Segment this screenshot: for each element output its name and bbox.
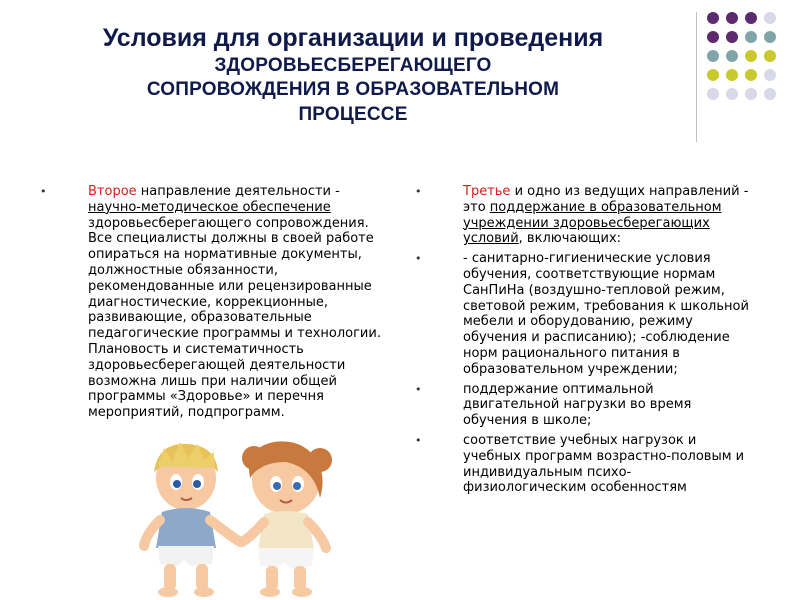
title-line-2: ЗДОРОВЬЕСБЕРЕГАЮЩЕГО: [214, 55, 492, 76]
decor-dot: [745, 88, 757, 100]
underlined-text: научно-методическое обеспечение: [88, 199, 331, 215]
list-item-text: соответствие учебных нагрузок и учебных программ возрастно-половым и индивидуальным психо-физиологическим особенностям: [463, 432, 745, 496]
decor-dot: [764, 31, 776, 43]
decor-dot: [764, 50, 776, 62]
bullet-icon: •: [415, 382, 422, 396]
list-item-text: - санитарно-гигиенические условия обучения, соответствующие нормам СанПиНа (воздушно-тепловой режим, световой режим, требования к школьной мебели и оборудованию, режиму обучения и расписанию); -соблюдение норм рационального питания в образовательном учреждении;: [463, 251, 749, 377]
title-line-3: СОПРОВОЖДЕНИЯ В ОБРАЗОВАТЕЛЬНОМ: [146, 79, 560, 101]
decor-dot: [707, 50, 719, 62]
decor-dot: [764, 69, 776, 81]
decor-dot: [764, 88, 776, 100]
list-item: [415, 251, 750, 377]
decor-dot: [726, 31, 738, 43]
decor-vertical-line: [696, 12, 697, 142]
bullet-icon: •: [415, 433, 422, 447]
decor-dot: [726, 88, 738, 100]
decor-dot: [726, 12, 738, 24]
decor-dot: [745, 12, 757, 24]
children-holding-hands-icon: [118, 438, 368, 600]
left-column: [40, 184, 385, 425]
list-item: [415, 382, 750, 429]
list-item: [40, 184, 385, 421]
bullet-icon: •: [415, 185, 422, 198]
decor-dot: [707, 69, 719, 81]
direction-label: Второе: [88, 184, 137, 199]
bullet-icon: •: [40, 185, 47, 198]
decor-dot: [726, 50, 738, 62]
decor-dot: [745, 69, 757, 81]
text-part: направление деятельности -: [136, 184, 340, 199]
title-line-1: Условия для организации и проведения: [102, 24, 604, 52]
direction-label: Третье: [463, 184, 511, 199]
girl-figure-icon: [242, 441, 332, 597]
underlined-text: поддержание в образовательном учреждении здоровьесберегающих условий: [463, 199, 722, 247]
right-column: [415, 184, 750, 500]
decor-dot: [707, 31, 719, 43]
decor-dot: [707, 88, 719, 100]
decor-dot: [707, 12, 719, 24]
decor-dot: [726, 69, 738, 81]
list-item: [415, 184, 750, 247]
text-part: и одно из ведущих направлений - это: [463, 184, 749, 215]
text-part: здоровьесберегающего сопровождения. Все специалисты должны в своей работе опираться на нормативные документы, должностные обязанности, рекомендованные или рецензированные диагностические, коррекционные, развивающие, образовательные педагогические программы и технологии. Плановость и систематичность здоровьесберегающей деятельности возможна лишь при наличии общей программы «Здоровье» и перечня мероприятий, подпрограмм.: [88, 215, 381, 421]
list-item: [415, 433, 750, 496]
decor-dot: [745, 31, 757, 43]
boy-figure-icon: [144, 442, 240, 597]
bullet-icon: •: [415, 252, 422, 266]
decor-dot: [764, 12, 776, 24]
decor-dot: [745, 50, 757, 62]
list-item-text: поддержание оптимальной двигательной нагрузки во время обучения в школе;: [463, 381, 692, 429]
title-line-4: ПРОЦЕССЕ: [298, 103, 408, 125]
slide-title: [28, 22, 678, 127]
text-part: , включающих:: [518, 231, 622, 247]
